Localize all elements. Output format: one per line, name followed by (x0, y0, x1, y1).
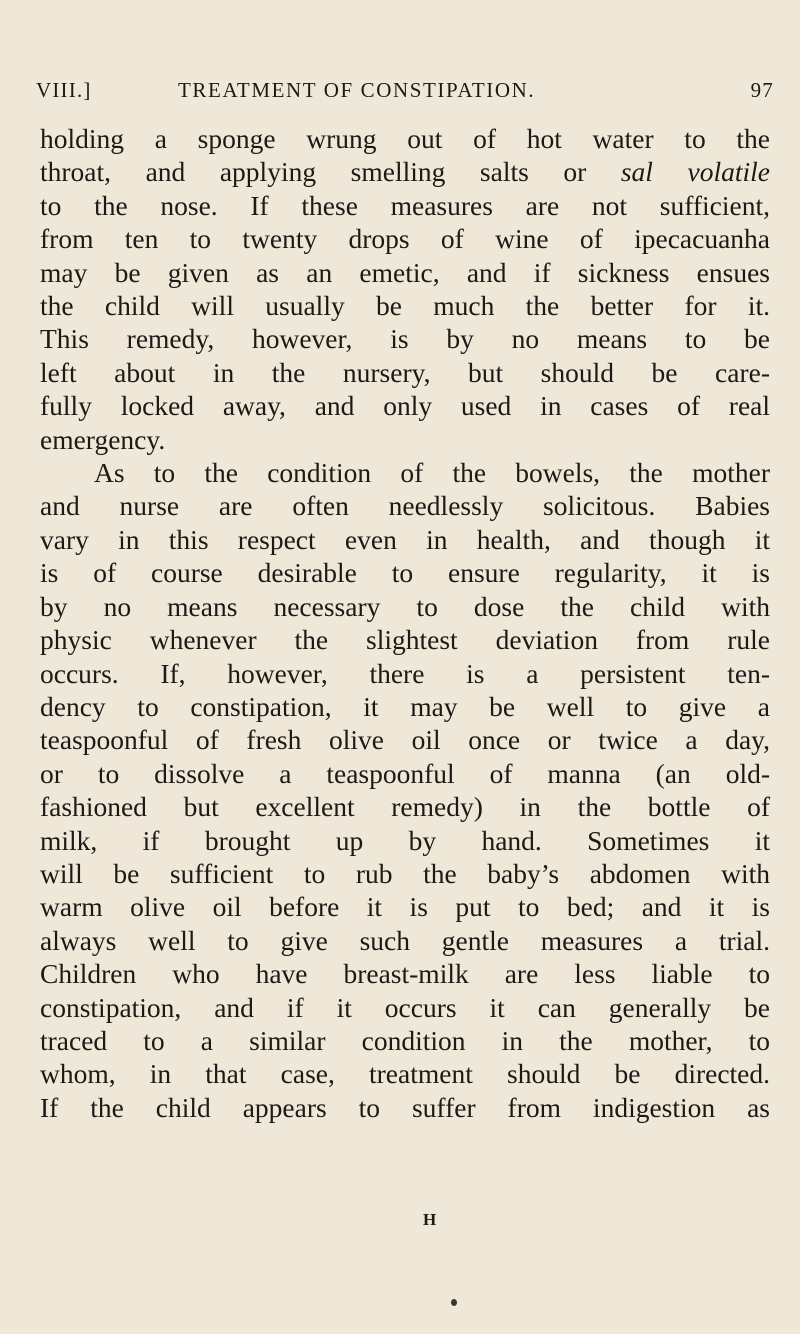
paragraph-end-line: emergency. (40, 423, 166, 455)
text-line: or to dissolve a teaspoonful of manna (an old- (40, 757, 770, 789)
text-line: fully locked away, and only used in cases of real (40, 390, 770, 422)
body-text (40, 122, 770, 1124)
text-line: may be given as an emetic, and if sickness ensues (40, 256, 770, 288)
text-line: If the child appears to suffer from indigestion as (40, 1091, 770, 1123)
text-line: always well to give such gentle measures a trial. (40, 924, 770, 956)
text-line: fashioned but excellent remedy) in the bottle of (40, 791, 770, 823)
text-line: is of course desirable to ensure regularity, it is (40, 557, 770, 589)
printer-signature-mark: H (423, 1210, 438, 1229)
text-line: dency to constipation, it may be well to give a (40, 690, 770, 722)
paragraph-start-line: As to the condition of the bowels, the mother (94, 457, 770, 489)
text-line: Children who have breast-milk are less liable to (40, 958, 770, 990)
text-line: physic whenever the slightest deviation from rule (40, 624, 770, 656)
page-number: 97 (750, 78, 774, 102)
italic-term: sal volatile (620, 156, 770, 188)
text-line: throat, and applying smelling salts or sal volatile (40, 156, 770, 188)
text-line: This remedy, however, is by no means to be (40, 323, 770, 355)
text-line: by no means necessary to dose the child with (40, 590, 770, 622)
text-line: constipation, and if it occurs it can generally be (40, 991, 770, 1023)
text-line: to the nose. If these measures are not sufficient, (40, 189, 770, 221)
chapter-title: TREATMENT OF CONSTIPATION. (178, 78, 536, 102)
text-line: the child will usually be much the better for it. (40, 290, 770, 322)
text-line: holding a sponge wrung out of hot water to the (40, 123, 770, 154)
text-line: whom, in that case, treatment should be directed. (40, 1058, 770, 1090)
text-line: and nurse are often needlessly solicitous. Babies (40, 490, 770, 522)
running-head (36, 78, 774, 112)
text-line: traced to a similar condition in the mother, to (40, 1024, 770, 1056)
text-line: vary in this respect even in health, and though it (40, 523, 770, 555)
text-line: left about in the nursery, but should be care- (40, 356, 770, 388)
chapter-number: VIII.] (36, 78, 92, 102)
text-line: from ten to twenty drops of wine of ipecacuanha (40, 223, 770, 255)
text-line: will be sufficient to rub the baby’s abdomen with (40, 857, 770, 889)
text-line: milk, if brought up by hand. Sometimes it (40, 824, 770, 856)
text-line: occurs. If, however, there is a persistent ten- (40, 657, 770, 689)
text-line: teaspoonful of fresh olive oil once or twice a day, (40, 724, 770, 756)
text-line: warm olive oil before it is put to bed; and it is (40, 891, 770, 923)
ink-speck (451, 1299, 457, 1306)
